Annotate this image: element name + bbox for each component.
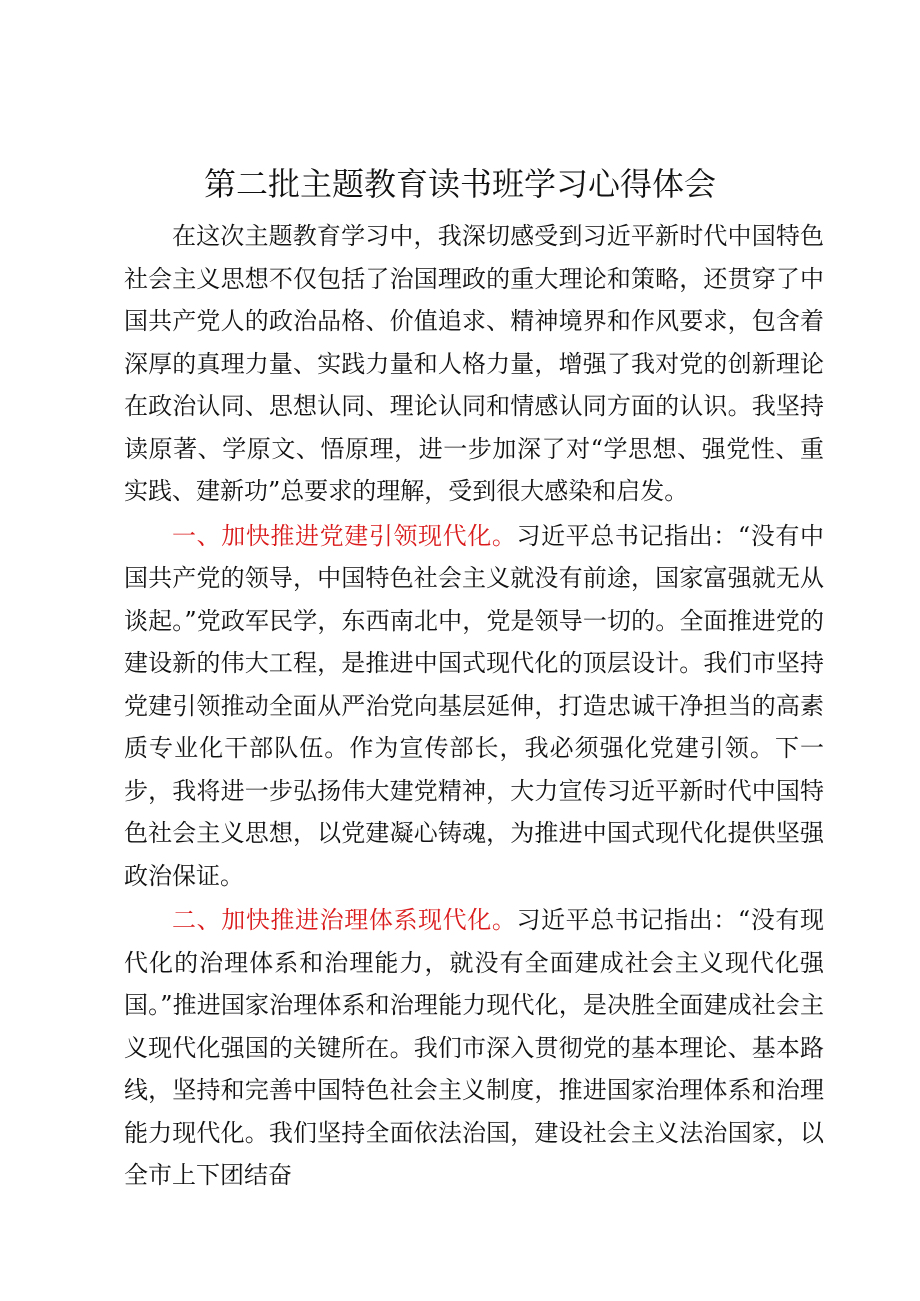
section-heading-2: 二、加快推进治理体系现代化。 <box>172 906 517 934</box>
intro-paragraph: 在这次主题教育学习中，我深切感受到习近平新时代中国特色社会主义思想不仅包括了治国理政的重大理论和策略，还贯穿了中国共产党人的政治品格、价值追求、精神境界和作风要求，包含着深厚的真理力量、实践力量和人格力量，增强了我对党的创新理论在政治认同、思想认同、理论认同和情感认同方面的认识。我坚持读原著、学原文、悟原理，进一步加深了对“学思想、强党性、重实践、建新功”总要求的理解，受到很大感染和启发。 <box>124 222 824 505</box>
section-text-1: 习近平总书记指出：“没有中国共产党的领导，中国特色社会主义就没有前途，国家富强就无从谈起。”党政军民学，东西南北中，党是领导一切的。全面推进党的建设新的伟大工程，是推进中国式现代化的顶层设计。我们市坚持党建引领推动全面从严治党向基层延伸，打造忠诚干净担当的高素质专业化干部队伍。作为宣传部长，我必须强化党建引领。下一步，我将进一步弘扬伟大建党精神，大力宣传习近平新时代中国特色社会主义思想，以党建凝心铸魂，为推进中国式现代化提供坚强政治保证。 <box>124 521 824 890</box>
document-title: 第二批主题教育读书班学习心得体会 <box>203 165 716 203</box>
section-paragraph-2 <box>124 899 824 1197</box>
section-paragraph-1 <box>124 515 824 898</box>
section-heading-1: 一、加快推进党建引领现代化。 <box>172 521 517 550</box>
section-text-2: 习近平总书记指出：“没有现代化的治理体系和治理能力，就没有全面建成社会主义现代化强国。”推进国家治理体系和治理能力现代化，是决胜全面建成社会主义现代化强国的关键所在。我们市深入贯彻党的基本理论、基本路线，坚持和完善中国特色社会主义制度，推进国家治理体系和治理能力现代化。我们坚持全面依法治国，建设社会主义法治国家，以全市上下团结奋 <box>124 906 824 1189</box>
document-body <box>124 215 824 1197</box>
